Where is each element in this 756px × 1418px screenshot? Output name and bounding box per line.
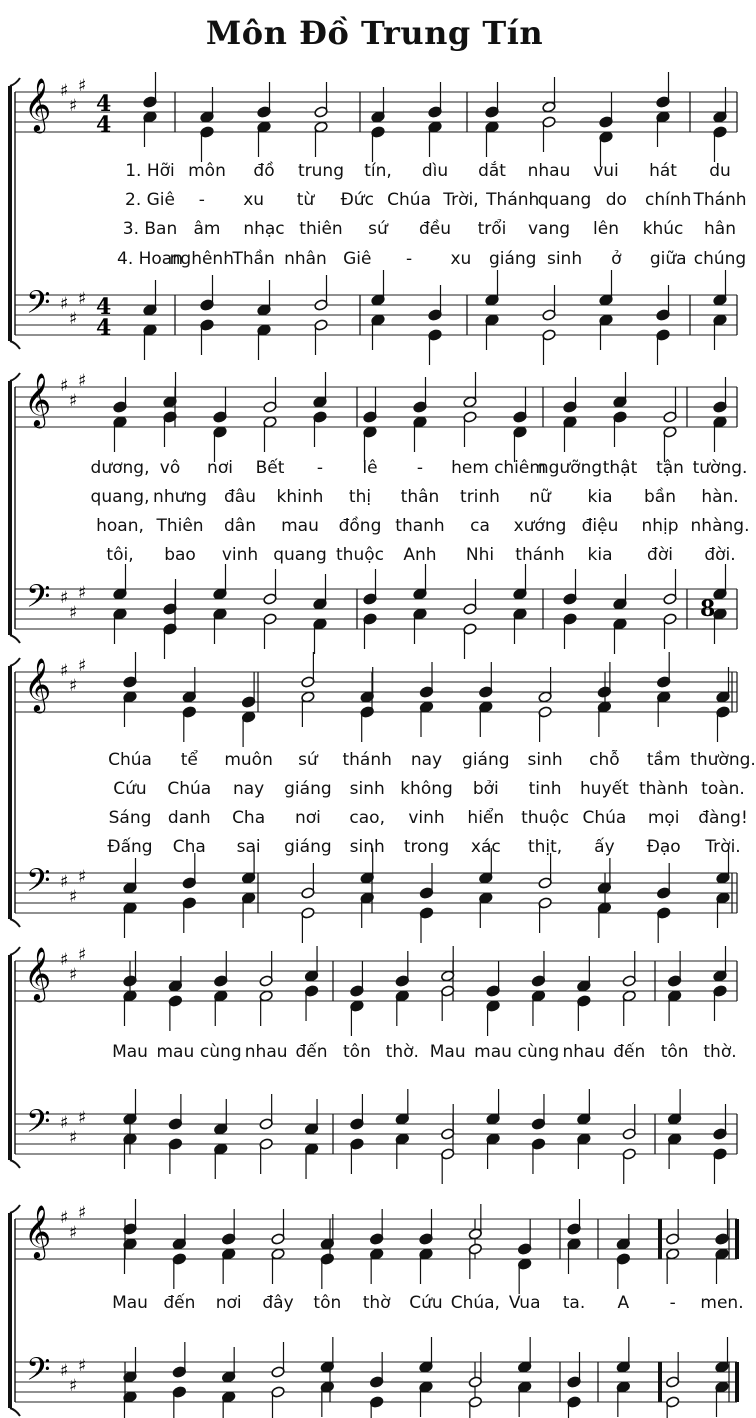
lyric-syllable: Thánh [693,190,747,210]
time-signature-bottom: 4 [96,315,112,341]
lyric-syllable: toàn. [701,779,745,799]
lyric-syllable: cùng [517,1042,560,1062]
lyric-syllable: Thánh [486,190,540,210]
lyric-syllable: Mau [112,1042,148,1062]
lyric-syllable: giáng [488,249,537,269]
lyric-line [0,805,749,831]
sharp-icon: ♯ [78,76,87,96]
sharp-icon: ♯ [78,1356,87,1376]
lyric-syllable: Sáng [108,808,152,828]
lyric-syllable: Bết [255,458,285,478]
lyric-syllable: - [406,249,413,269]
lyric-syllable: tể [180,750,198,770]
lyric-syllable: lê [362,458,378,478]
lyric-syllable: đến [613,1042,646,1062]
bass-clef-icon: 𝄢 [26,578,51,622]
lyric-syllable: đều [418,219,452,239]
lyric-line [0,542,749,568]
lyric-syllable: hoan, [96,516,144,536]
lyric-syllable: sai [236,837,261,857]
lyric-syllable: trong [403,837,450,857]
lyric-syllable: Anh [403,545,437,565]
lyric-syllable: giữa [649,249,687,269]
lyric-syllable: đây [262,1293,294,1313]
lyric-syllable: từ [296,190,315,210]
lyric-syllable: tầm [646,750,681,770]
lyric-syllable: du [709,161,731,181]
lyric-line [0,1039,749,1065]
bass-clef-icon: 𝄢 [26,862,51,906]
bass-clef-icon: 𝄢 [26,1351,51,1395]
lyric-syllable: men. [700,1293,744,1313]
sharp-icon: ♯ [78,945,87,965]
sharp-icon: ♯ [60,950,69,970]
lyric-syllable: Chúa [108,750,152,770]
lyric-syllable: 2. Giê [125,190,175,210]
lyric-syllable: hem [451,458,489,478]
lyric-syllable: Cứu [409,1293,443,1313]
time-signature-top: 4 [96,91,112,117]
lyric-syllable: huyết [580,779,629,799]
lyric-syllable: đàng! [698,808,748,828]
treble-clef-icon: 𝄞 [24,1204,52,1258]
lyric-syllable: ở [611,249,622,269]
lyric-syllable: môn [188,161,226,181]
bracket-hook-top [10,947,20,955]
lyric-syllable: nghênh [169,249,234,269]
sharp-icon: ♯ [60,1113,69,1133]
lyric-syllable: sinh [527,750,563,770]
lyric-syllable: cao, [349,808,385,828]
lyric-syllable: âm [193,219,221,239]
sharp-icon: ♯ [78,1108,87,1128]
lyric-syllable: lên [593,219,619,239]
lyric-syllable: Trời, [443,190,479,210]
treble-clef-icon: 𝄞 [24,77,52,131]
sharp-icon: ♯ [78,289,87,309]
lyric-syllable: thường. [690,750,756,770]
bracket-hook-top [10,373,20,381]
lyric-syllable: nhân [284,249,327,269]
lyric-syllable: 4. Hoan [117,249,183,269]
lyric-syllable: Cứu [113,779,147,799]
lyric-syllable: trinh [460,487,500,507]
lyric-syllable: nhịp [641,516,679,536]
lyric-syllable: Nhi [465,545,495,565]
sharp-icon: ♯ [60,81,69,101]
lyric-syllable: Giê [343,249,372,269]
lyric-syllable: ta. [562,1293,586,1313]
lyric-syllable: Chúa [582,808,627,828]
lyric-syllable: bởi [472,779,499,799]
lyric-syllable: nữ [529,487,551,507]
treble-clef-icon: 𝄞 [24,946,52,1000]
lyric-syllable: xu [243,190,265,210]
lyric-syllable: vô [159,458,181,478]
lyric-syllable: Trời. [705,837,741,857]
sharp-icon: ♯ [69,887,78,907]
lyric-syllable: sứ [298,750,318,770]
lyric-syllable: cùng [199,1042,242,1062]
lyric-syllable: tôn [660,1042,689,1062]
lyric-syllable: Đấng [107,837,153,857]
bracket-hook-top [10,78,20,86]
time-signature-bottom: 4 [96,112,112,138]
sharp-icon: ♯ [78,371,87,391]
lyric-syllable: vang [527,219,571,239]
lyric-syllable: thờ [362,1293,391,1313]
treble-clef-icon: 𝄞 [24,372,52,426]
lyric-syllable: hân [704,219,736,239]
lyric-syllable: Đức [340,190,374,210]
lyric-syllable: hiển [467,808,505,828]
lyric-syllable: Cha [232,808,266,828]
lyric-syllable: ngưỡng [537,458,603,478]
lyric-syllable: thuộc [336,545,384,565]
lyric-syllable: nhau [562,1042,606,1062]
repeat-count: 8 [700,596,716,622]
lyric-line [0,834,749,860]
lyric-syllable: sinh [349,837,385,857]
lyric-syllable: chỗ [589,750,620,770]
bracket-hook-bottom [10,1408,20,1416]
lyric-syllable: nhau [244,1042,288,1062]
lyric-syllable: chính [644,190,692,210]
bracket-hook-bottom [10,635,20,643]
lyric-syllable: thuộc [521,808,570,828]
lyric-syllable: vinh [408,808,445,828]
lyric-syllable: Chúa, [450,1293,500,1313]
lyric-line [0,747,756,773]
lyric-syllable: do [605,190,627,210]
lyric-syllable: Vua [508,1293,541,1313]
lyric-syllable: thờ. [385,1042,419,1062]
lyric-line [0,484,749,510]
lyric-syllable: giáng [284,837,332,857]
sharp-icon: ♯ [69,1376,78,1396]
lyric-syllable: chiêm [494,458,546,478]
lyric-syllable: mau [156,1042,195,1062]
bracket-hook-bottom [10,919,20,927]
sharp-icon: ♯ [60,588,69,608]
lyric-syllable: kia [587,487,613,507]
lyric-syllable: giáng [284,779,332,799]
lyric-syllable: thật [602,458,638,478]
lyric-syllable: nơi [215,1293,242,1313]
bass-clef-icon: 𝄢 [26,1103,51,1147]
bracket-hook-top [10,658,20,666]
lyric-syllable: sứ [368,219,388,239]
sharp-icon: ♯ [69,391,78,411]
lyric-syllable: nơi [294,808,321,828]
lyric-syllable: hát [649,161,677,181]
lyric-syllable: giáng [462,750,510,770]
lyric-syllable: xác [470,837,501,857]
lyric-syllable: Chúa [387,190,431,210]
lyric-syllable: đâu [224,487,256,507]
lyric-syllable: mau [474,1042,512,1062]
lyric-syllable: hàn. [701,487,739,507]
time-signature-top: 4 [96,294,112,320]
lyric-syllable: A [617,1293,630,1313]
bracket-hook-top [10,1205,20,1213]
lyric-syllable: - [316,458,324,478]
lyric-syllable: thánh [342,750,392,770]
lyric-syllable: chúng [693,249,747,269]
lyric-syllable: - [416,458,424,478]
lyric-syllable: quang, [90,487,150,507]
lyric-syllable: Thiên [156,516,204,536]
lyric-syllable: xướng [513,516,567,536]
lyric-syllable: đồ [253,161,275,181]
lyric-syllable: tôn [313,1293,342,1313]
bracket-hook-bottom [10,341,20,349]
lyric-syllable: danh [167,808,211,828]
lyric-syllable: tín, [364,161,392,181]
sharp-icon: ♯ [60,1208,69,1228]
lyric-syllable: điệu [581,516,619,536]
treble-clef-icon: 𝄞 [24,657,52,711]
sharp-icon: ♯ [60,1361,69,1381]
lyric-syllable: tôn [343,1042,371,1062]
lyric-syllable: nhau [527,161,571,181]
sharp-icon: ♯ [60,294,69,314]
lyric-line [0,455,749,481]
lyric-line [0,776,749,802]
lyric-syllable: nơi [207,458,233,478]
lyric-syllable: xu [450,249,472,269]
lyric-syllable: tường. [692,458,748,478]
bracket-hook-bottom [10,1160,20,1168]
lyric-syllable: thiên [299,219,343,239]
lyric-syllable: nhạc [243,219,285,239]
lyric-syllable: 3. Ban [122,219,178,239]
lyric-syllable: đến [163,1293,196,1313]
lyric-syllable: khúc [642,219,684,239]
lyric-syllable: Cha [172,837,206,857]
lyric-syllable: dìu [421,161,449,181]
lyric-syllable: mau [281,516,319,536]
lyric-syllable: trung [298,161,344,181]
lyric-syllable: thân [400,487,440,507]
lyric-syllable: bao [164,545,196,565]
lyric-syllable: tận [656,458,684,478]
bass-clef-icon: 𝄢 [26,284,51,328]
lyric-syllable: bần [644,487,676,507]
sharp-icon: ♯ [60,661,69,681]
lyric-syllable: nhưng [153,487,207,507]
lyric-line [0,1290,749,1316]
lyric-syllable: Chúa [167,779,212,799]
lyric-syllable: kia [587,545,613,565]
lyric-syllable: sinh [349,779,385,799]
lyric-syllable: sinh [546,249,583,269]
lyric-syllable: dương, [90,458,150,478]
lyric-syllable: thịt, [527,837,563,857]
lyric-syllable: vinh [221,545,259,565]
hymn-title: Môn Đồ Trung Tín [205,14,544,52]
lyric-syllable: quang [537,190,592,210]
lyric-syllable: tinh [528,779,562,799]
sharp-icon: ♯ [69,1223,78,1243]
lyric-line [0,246,749,272]
sharp-icon: ♯ [69,96,78,116]
sharp-icon: ♯ [69,676,78,696]
lyric-syllable: nay [410,750,443,770]
lyric-syllable: đến [295,1042,328,1062]
lyric-syllable: đồng [338,516,382,536]
lyric-syllable: nay [232,779,265,799]
lyric-syllable: đời [647,545,673,565]
lyric-syllable: - [669,1293,676,1313]
lyric-syllable: dắt [478,161,506,181]
lyric-syllable: ấy [594,837,615,857]
lyric-syllable: nhàng. [690,516,750,536]
lyric-syllable: Mau [112,1293,148,1313]
lyric-syllable: Mau [429,1042,466,1062]
sharp-icon: ♯ [69,965,78,985]
lyric-line [0,158,749,184]
lyric-syllable: thị [348,487,372,507]
lyric-syllable: muôn [224,750,273,770]
lyric-syllable: dân [224,516,256,536]
sharp-icon: ♯ [60,872,69,892]
lyric-syllable: khinh [276,487,324,507]
lyric-syllable: không [400,779,453,799]
lyric-line [0,513,749,539]
sharp-icon: ♯ [69,1128,78,1148]
lyric-line [0,187,749,213]
lyric-syllable: 1. Hỡi [125,161,175,181]
lyric-syllable: vui [593,161,619,181]
lyric-syllable: quang [273,545,327,565]
lyric-syllable: trổi [477,219,507,239]
sharp-icon: ♯ [69,603,78,623]
sharp-icon: ♯ [78,656,87,676]
sharp-icon: ♯ [69,309,78,329]
sharp-icon: ♯ [78,867,87,887]
lyric-syllable: Đạo [646,837,681,857]
lyric-syllable: thờ. [703,1042,737,1062]
lyric-syllable: Thần [232,249,275,269]
sharp-icon: ♯ [60,376,69,396]
lyric-syllable: ca [470,516,490,536]
sharp-icon: ♯ [78,1203,87,1223]
lyric-line [0,216,749,242]
lyric-syllable: thành [638,779,689,799]
lyric-syllable: thanh [395,516,445,536]
lyric-syllable: thánh [515,545,565,565]
lyric-syllable: mọi [647,808,680,828]
sharp-icon: ♯ [78,583,87,603]
lyric-syllable: - [198,190,205,210]
lyric-syllable: đời. [704,545,736,565]
lyric-syllable: tôi, [106,545,134,565]
